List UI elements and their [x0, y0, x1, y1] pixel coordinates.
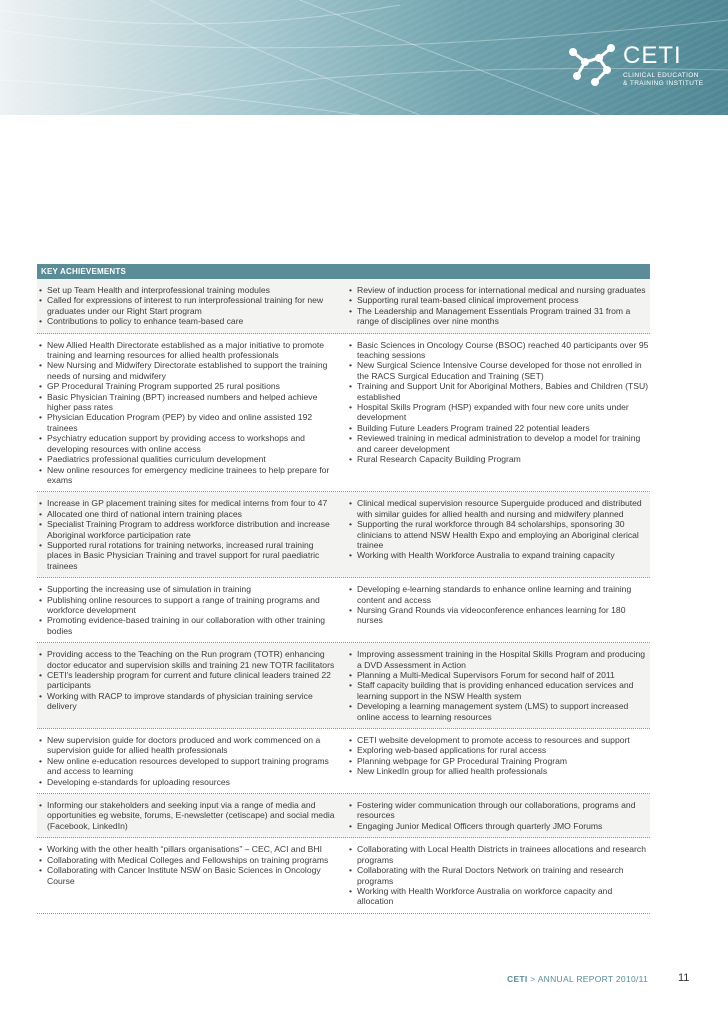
achievement-text: Basic Physician Training (BPT) increased numbers and helped achieve higher pass rates — [47, 391, 318, 413]
achievement-item — [39, 412, 340, 433]
achievement-text: Contributions to policy to enhance team-based care — [47, 316, 244, 327]
achievement-item — [39, 392, 340, 413]
achievement-column-left — [37, 844, 344, 906]
bullet-icon: • — [349, 800, 353, 811]
achievement-text: Collaborating with Local Health Districts in trainees allocations and research programs — [357, 844, 646, 865]
achievement-text: Specialist Training Program to address workforce distribution and increase Aboriginal workforce participation rate — [47, 519, 330, 540]
achievement-text: Developing e-learning standards to enhance online learning and training content and access — [357, 584, 632, 605]
achievement-column-left — [37, 584, 344, 636]
achievement-text: Review of induction process for international medical and nursing graduates — [357, 285, 646, 295]
achievement-column-left — [37, 735, 344, 787]
achievement-item — [349, 680, 650, 701]
bullet-icon: • — [349, 766, 353, 777]
achievement-item — [39, 340, 340, 361]
achievement-item — [39, 649, 340, 670]
achievement-text: Set up Team Health and interprofessional training modules — [47, 285, 270, 295]
achievement-text: Planning webpage for GP Procedural Training Program — [357, 755, 568, 766]
achievement-text: CETI website development to promote access to resources and support — [357, 735, 630, 746]
bullet-icon: • — [39, 295, 43, 306]
section-title-bar — [37, 264, 650, 279]
achievement-text: Developing e-standards for uploading resources — [47, 776, 230, 787]
achievement-item — [349, 433, 650, 454]
achievement-item — [349, 550, 650, 560]
achievement-column-right — [344, 800, 650, 831]
bullet-icon: • — [349, 402, 353, 413]
achievement-item — [349, 285, 650, 295]
achievement-text: Collaborating with the Rural Doctors Network on training and research programs — [357, 865, 624, 886]
achievement-item — [349, 423, 650, 433]
bullet-icon: • — [39, 735, 43, 746]
achievement-column-right — [344, 584, 650, 636]
achievement-item — [349, 800, 650, 821]
achievement-item — [39, 691, 340, 712]
achievement-text: Supporting rural team-based clinical improvement process — [357, 295, 579, 306]
achievement-text: Engaging Junior Medical Officers through quarterly JMO Forums — [357, 820, 603, 831]
achievement-text: Nursing Grand Rounds via videoconference enhances learning for 180 nurses — [357, 604, 626, 626]
molecule-icon — [565, 40, 621, 90]
footer-running-title — [507, 974, 648, 984]
achievement-column-left — [37, 649, 344, 722]
achievement-item — [39, 670, 340, 691]
achievement-item — [39, 433, 340, 454]
achievement-item — [39, 465, 340, 486]
achievement-item — [39, 735, 340, 756]
bullet-icon: • — [39, 649, 43, 660]
achievement-item — [39, 498, 340, 508]
logo-subtitle-line1: CLINICAL EDUCATION — [623, 72, 699, 79]
achievement-item — [39, 519, 340, 540]
achievement-column-left — [37, 498, 344, 571]
bullet-icon: • — [39, 755, 43, 766]
bullet-icon: • — [39, 584, 43, 595]
bullet-icon: • — [39, 800, 43, 811]
bullet-icon: • — [349, 381, 353, 392]
bullet-icon: • — [39, 519, 43, 530]
achievement-row — [37, 643, 650, 729]
achievement-column-left — [37, 340, 344, 486]
achievements-table — [37, 279, 650, 914]
achievement-item — [349, 821, 650, 831]
bullet-icon: • — [349, 360, 353, 371]
achievement-text: Reviewed training in medical administration to develop a model for training and career development — [357, 433, 641, 454]
achievement-item — [349, 360, 650, 381]
bullet-icon: • — [39, 360, 43, 371]
achievement-row — [37, 279, 650, 334]
footer-report-title: ANNUAL REPORT 2010/11 — [537, 974, 649, 984]
achievement-column-right — [344, 340, 650, 486]
achievement-text: Supporting the rural workforce through 84 scholarships, sponsoring 30 clinicians to attend NSW Health Expo and employing an Aboriginal clerical trainee — [357, 519, 639, 550]
achievement-text: Supported rural rotations for training networks, increased rural training places in Basic Physician Training and travel support for rural paediatric trainees — [47, 539, 320, 571]
achievement-text: New Surgical Science Intensive Course developed for those not enrolled in the RACS Surgical Education and Training (SET) — [357, 360, 642, 381]
footer-separator: > — [530, 974, 536, 984]
bullet-icon: • — [349, 498, 353, 509]
achievement-item — [39, 855, 340, 865]
achievement-item — [39, 595, 340, 616]
achievement-item — [349, 844, 650, 865]
achievement-text: Psychiatry education support by providing access to workshops and developing resources with online access — [47, 433, 305, 454]
logo-subtitle-line2: & TRAINING INSTITUTE — [623, 80, 704, 87]
bullet-icon: • — [349, 519, 353, 530]
bullet-icon: • — [349, 295, 353, 306]
achievement-item — [39, 285, 340, 295]
bullet-icon: • — [39, 865, 43, 876]
achievement-text: Improving assessment training in the Hospital Skills Program and producing a DVD Assessment in Action — [357, 649, 646, 670]
achievement-text: Planning a Multi-Medical Supervisors Forum for second half of 2011 — [357, 670, 615, 680]
achievement-row — [37, 334, 650, 493]
achievement-text: New Allied Health Directorate established as a major initiative to promote training and learning resources for allied health professionals — [47, 339, 325, 361]
bullet-icon: • — [39, 539, 43, 550]
bullet-icon: • — [349, 755, 353, 766]
achievement-text: Allocated one third of national intern training places — [47, 508, 242, 519]
achievement-text: Working with Health Workforce Australia on workforce capacity and allocation — [357, 885, 613, 907]
bullet-icon: • — [39, 391, 43, 402]
bullet-icon: • — [349, 604, 353, 615]
bullet-icon: • — [349, 305, 353, 316]
achievement-text: Hospital Skills Program (HSP) expanded with four new core units under development — [357, 402, 629, 423]
page-number: 11 — [678, 972, 690, 984]
achievement-text: Informing our stakeholders and seeking input via a range of media and opportunities eg website, forums, E-newsletter (cetiscape) and social media (Facebook, LinkedIn) — [47, 800, 335, 831]
achievement-text: Basic Sciences in Oncology Course (BSOC) reached 40 participants over 95 teaching sessions — [357, 339, 649, 361]
logo-wordmark: CETI — [623, 42, 682, 69]
achievement-column-right — [344, 844, 650, 906]
achievement-row — [37, 578, 650, 643]
bullet-icon: • — [349, 844, 353, 855]
achievement-item — [39, 381, 340, 391]
achievement-item — [39, 844, 340, 854]
achievement-row — [37, 729, 650, 794]
achievement-item — [349, 886, 650, 907]
achievement-text: Working with Health Workforce Australia to expand training capacity — [357, 550, 615, 561]
bullet-icon: • — [39, 690, 43, 701]
achievement-text: Collaborating with Cancer Institute NSW on Basic Sciences in Oncology Course — [47, 865, 321, 886]
bullet-icon: • — [39, 844, 43, 855]
achievement-column-left — [37, 285, 344, 327]
bullet-icon: • — [349, 550, 353, 561]
achievement-text: Exploring web-based applications for rural access — [357, 745, 547, 756]
bullet-icon: • — [349, 885, 353, 896]
achievement-text: Clinical medical supervision resource Superguide produced and distributed with similar guides for allied health and nursing and midwifery planned — [357, 498, 642, 519]
achievement-row — [37, 794, 650, 838]
achievement-row — [37, 838, 650, 913]
achievement-text: New supervision guide for doctors produced and work commenced on a supervision guide for allied health professionals — [47, 735, 321, 756]
achievement-item — [349, 605, 650, 626]
achievement-text: Physician Education Program (PEP) by video and online assisted 192 trainees — [47, 412, 313, 433]
bullet-icon: • — [349, 701, 353, 712]
achievement-item — [39, 509, 340, 519]
bullet-icon: • — [349, 670, 353, 680]
footer-brand: CETI — [507, 974, 528, 984]
bullet-icon: • — [39, 508, 43, 519]
achievement-text: CETI's leadership program for current and future clinical leaders trained 22 participants — [47, 670, 331, 691]
bullet-icon: • — [39, 412, 43, 423]
achievement-item — [349, 498, 650, 519]
bullet-icon: • — [349, 735, 353, 746]
achievement-item — [39, 777, 340, 787]
achievement-item — [39, 316, 340, 326]
achievement-item — [349, 745, 650, 755]
achievement-item — [349, 766, 650, 776]
achievement-text: New online e-education resources developed to support training programs and access to learning — [47, 755, 329, 777]
bullet-icon: • — [39, 498, 43, 509]
achievement-item — [349, 519, 650, 550]
achievement-item — [349, 649, 650, 670]
achievement-item — [349, 670, 650, 680]
achievement-text: Training and Support Unit for Aboriginal Mothers, Babies and Children (TSU) established — [357, 381, 649, 402]
ceti-logo — [565, 40, 704, 100]
bullet-icon: • — [349, 649, 353, 660]
bullet-icon: • — [349, 865, 353, 876]
achievement-item — [349, 735, 650, 745]
bullet-icon: • — [39, 433, 43, 444]
bullet-icon: • — [349, 454, 353, 465]
bullet-icon: • — [39, 381, 43, 392]
bullet-icon: • — [39, 454, 43, 465]
bullet-icon: • — [349, 339, 353, 350]
achievement-item — [349, 340, 650, 361]
achievement-text: Rural Research Capacity Building Program — [357, 454, 521, 465]
achievement-text: Working with RACP to improve standards of physician training service delivery — [47, 690, 313, 712]
header-banner — [0, 0, 728, 115]
achievement-item — [39, 800, 340, 831]
achievement-item — [39, 584, 340, 594]
achievement-text: Staff capacity building that is providing enhanced education services and learning support in the NSW Health system — [357, 680, 634, 701]
achievement-item — [349, 756, 650, 766]
bullet-icon: • — [349, 820, 353, 831]
achievement-column-left — [37, 800, 344, 831]
achievement-item — [349, 295, 650, 305]
achievement-item — [349, 584, 650, 605]
achievement-text: Building Future Leaders Program trained 22 potential leaders — [357, 422, 590, 433]
bullet-icon: • — [39, 285, 43, 295]
achievement-item — [349, 701, 650, 722]
achievement-text: New online resources for emergency medicine trainees to help prepare for exams — [47, 464, 330, 485]
achievement-item — [39, 756, 340, 777]
achievement-item — [39, 295, 340, 316]
bullet-icon: • — [349, 285, 353, 295]
achievement-item — [39, 865, 340, 886]
achievement-text: Promoting evidence-based training in our collaboration with other training bodies — [47, 615, 326, 636]
achievement-text: New LinkedIn group for allied health professionals — [357, 766, 548, 777]
achievement-text: GP Procedural Training Program supported 25 rural positions — [47, 381, 280, 392]
achievement-text: New Nursing and Midwifery Directorate established to support the training needs of nursing and midwifery — [47, 360, 328, 381]
achievement-item — [39, 454, 340, 464]
achievement-item — [39, 615, 340, 636]
achievement-text: The Leadership and Management Essentials Program trained 31 from a range of disciplines over nine months — [357, 305, 631, 327]
section-title: KEY ACHIEVEMENTS — [41, 267, 126, 276]
bullet-icon: • — [349, 433, 353, 444]
achievement-item — [349, 454, 650, 464]
bullet-icon: • — [39, 776, 43, 787]
achievement-column-right — [344, 649, 650, 722]
bullet-icon: • — [349, 584, 353, 595]
achievement-item — [349, 402, 650, 423]
achievement-text: Called for expressions of interest to run interprofessional training for new graduates under our Right Start program — [47, 295, 324, 316]
achievement-item — [349, 306, 650, 327]
bullet-icon: • — [349, 680, 353, 691]
achievement-column-right — [344, 285, 650, 327]
achievement-row — [37, 492, 650, 578]
achievement-text: Fostering wider communication through our collaborations, programs and resources — [357, 800, 636, 821]
bullet-icon: • — [349, 422, 353, 433]
achievement-text: Developing a learning management system (LMS) to support increased online access to learning resources — [357, 701, 629, 722]
achievement-text: Working with the other health “pillars organisations” – CEC, ACI and BHI — [47, 844, 322, 855]
bullet-icon: • — [39, 316, 43, 327]
achievement-text: Increase in GP placement training sites for medical interns from four to 47 — [47, 498, 328, 509]
achievement-item — [349, 865, 650, 886]
achievement-text: Supporting the increasing use of simulation in training — [47, 584, 251, 595]
achievement-text: Collaborating with Medical Colleges and Fellowships on training programs — [47, 854, 329, 865]
achievement-item — [349, 381, 650, 402]
achievement-column-right — [344, 735, 650, 787]
bullet-icon: • — [39, 464, 43, 475]
logo-subtitle — [623, 72, 713, 88]
bullet-icon: • — [39, 339, 43, 350]
bullet-icon: • — [39, 670, 43, 680]
achievement-text: Paediatrics professional qualities curriculum development — [47, 454, 266, 465]
achievement-item — [39, 540, 340, 571]
bullet-icon: • — [39, 854, 43, 865]
achievement-text: Publishing online resources to support a range of training programs and workforce development — [47, 594, 320, 615]
bullet-icon: • — [39, 615, 43, 626]
achievement-text: Providing access to the Teaching on the Run program (TOTR) enhancing doctor educator and supervision skills and training 21 new TOTR facilitators — [47, 649, 335, 670]
bullet-icon: • — [39, 594, 43, 605]
achievement-column-right — [344, 498, 650, 571]
bullet-icon: • — [349, 745, 353, 756]
achievement-item — [39, 360, 340, 381]
